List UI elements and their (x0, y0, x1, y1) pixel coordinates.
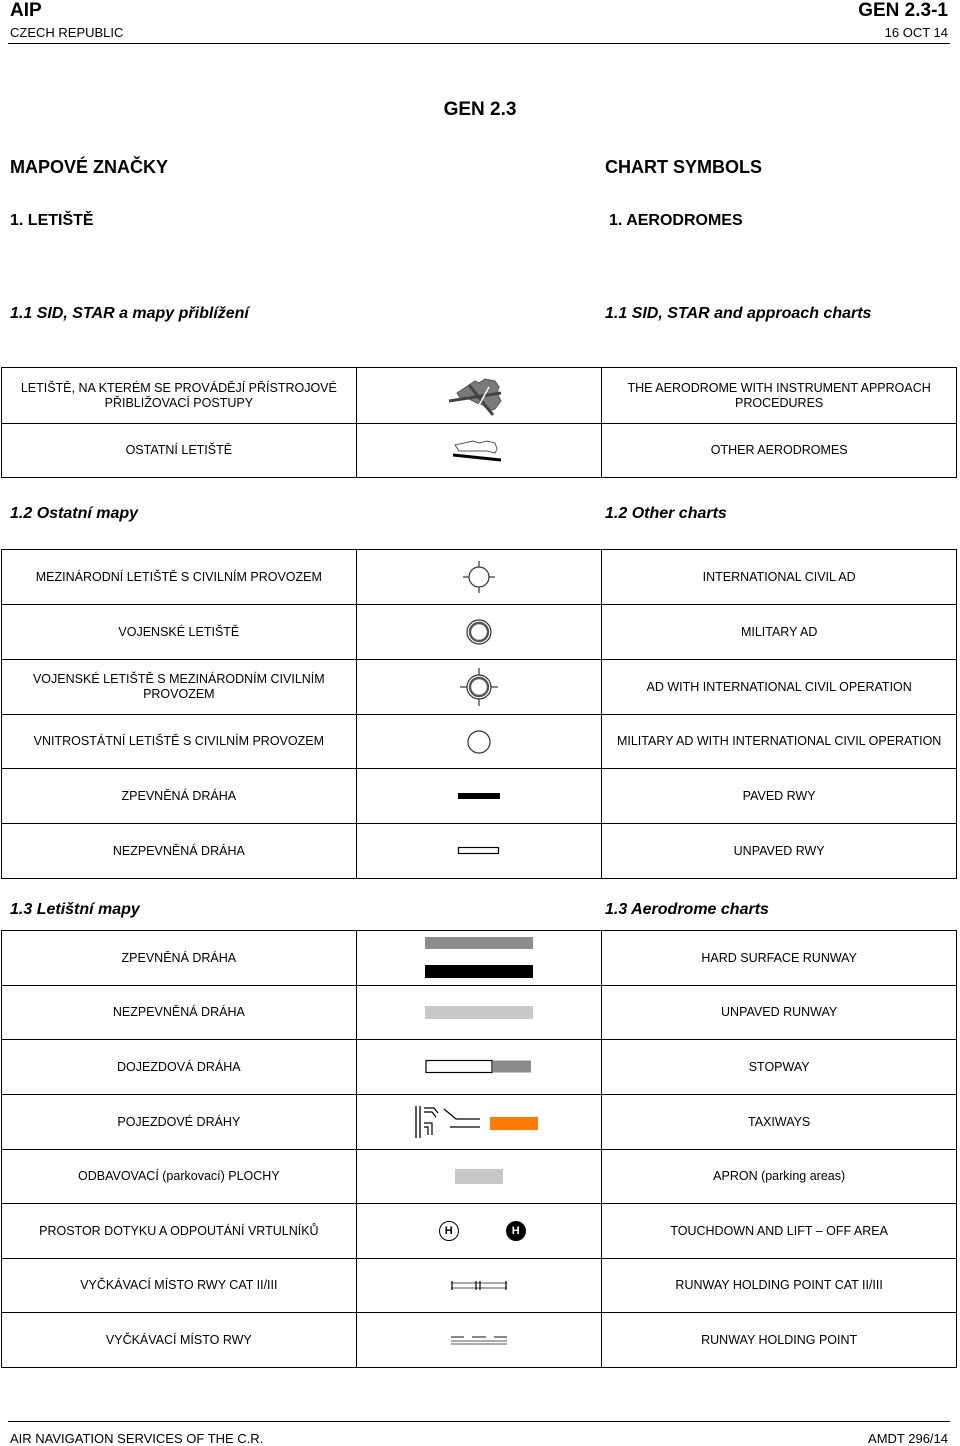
symbol-cell (356, 1259, 602, 1313)
table-1-2 (1, 549, 957, 879)
unpaved-runway-icon (423, 1005, 535, 1021)
header-country: CZECH REPUBLIC (10, 25, 124, 40)
table-row (2, 769, 957, 824)
row-label-cz: ZPEVNĚNÁ DRÁHA (2, 769, 357, 824)
symbol-cell (356, 824, 602, 879)
row-label-cz: VOJENSKÉ LETIŠTĚ (2, 605, 357, 660)
symbol-cell (356, 1095, 602, 1150)
table-row (2, 1259, 957, 1313)
header-right-title: GEN 2.3-1 (858, 0, 948, 21)
table-row (2, 368, 957, 424)
symbol-cell (356, 605, 602, 660)
header-rule (8, 43, 950, 44)
table-1-3 (1, 930, 957, 1368)
row-label-cz: DOJEZDOVÁ DRÁHA (2, 1040, 357, 1095)
table-row (2, 660, 957, 715)
paved-rwy-icon (457, 790, 501, 802)
table-row (2, 424, 957, 478)
row-label-cz: OSTATNÍ LETIŠTĚ (2, 424, 357, 478)
header-date: 16 OCT 14 (884, 25, 948, 40)
symbol-cell (356, 1150, 602, 1204)
row-label-en: MILITARY AD WITH INTERNATIONAL CIVIL OPERATION (602, 715, 957, 769)
page-title: GEN 2.3 (443, 99, 517, 120)
holding-point-cat2-icon (450, 1280, 508, 1292)
subsection-title-cz: 1. LETIŠTĚ (10, 212, 94, 229)
row-label-en: APRON (parking areas) (602, 1150, 957, 1204)
heading-1-1-en: 1.1 SID, STAR and approach charts (605, 305, 872, 322)
row-label-en: INTERNATIONAL CIVIL AD (602, 550, 957, 605)
subsection-title-en: 1. AERODROMES (609, 212, 743, 229)
symbol-cell (356, 769, 602, 824)
symbol-cell (356, 660, 602, 715)
table-row (2, 1150, 957, 1204)
row-label-en: HARD SURFACE RUNWAY (602, 931, 957, 986)
table-row (2, 605, 957, 660)
heading-1-1-cz: 1.1 SID, STAR a mapy přiblížení (10, 305, 249, 322)
table-row (2, 1040, 957, 1095)
military-ad-icon (462, 615, 496, 649)
heading-1-2-cz: 1.2 Ostatní mapy (10, 505, 139, 522)
table-row (2, 986, 957, 1040)
symbol-cell (356, 1040, 602, 1095)
heading-1-3-cz: 1.3 Letištní mapy (10, 901, 140, 918)
international-civil-ad-icon (459, 560, 499, 594)
row-label-en: TAXIWAYS (602, 1095, 957, 1150)
helipad-outline-letter: H (444, 1225, 453, 1237)
row-label-en: AD WITH INTERNATIONAL CIVIL OPERATION (602, 660, 957, 715)
table-row (2, 1204, 957, 1259)
helipad-filled-icon (506, 1221, 526, 1241)
row-label-en: RUNWAY HOLDING POINT (602, 1313, 957, 1368)
footer-left: AIR NAVIGATION SERVICES OF THE C.R. (10, 1431, 264, 1446)
row-label-en: PAVED RWY (602, 769, 957, 824)
stopway-icon (424, 1059, 534, 1075)
row-label-cz: POJEZDOVÉ DRÁHY (2, 1095, 357, 1150)
section-title-en: CHART SYMBOLS (605, 157, 762, 177)
helipad-outline-icon (439, 1221, 459, 1241)
heading-1-2-en: 1.2 Other charts (605, 505, 727, 522)
table-row (2, 1313, 957, 1368)
row-label-cz: MEZINÁRODNÍ LETIŠTĚ S CIVILNÍM PROVOZEM (2, 550, 357, 605)
military-international-ad-icon (459, 667, 499, 707)
symbol-cell (356, 986, 602, 1040)
table-row (2, 550, 957, 605)
helipad-filled-letter: H (511, 1225, 520, 1237)
table-row (2, 715, 957, 769)
row-label-en: RUNWAY HOLDING POINT CAT II/III (602, 1259, 957, 1313)
row-label-en: OTHER AERODROMES (602, 424, 957, 478)
instrument-aerodrome-icon (439, 371, 519, 421)
row-label-cz: VYČKÁVACÍ MÍSTO RWY (2, 1313, 357, 1368)
row-label-en: UNPAVED RUNWAY (602, 986, 957, 1040)
header-left-title: AIP (10, 0, 42, 21)
symbol-cell (356, 931, 602, 986)
taxiways-icon (414, 1105, 544, 1139)
table-row (2, 1095, 957, 1150)
holding-point-icon (450, 1334, 508, 1346)
symbol-cell (356, 1204, 602, 1259)
symbol-cell (356, 550, 602, 605)
row-label-cz: VNITROSTÁTNÍ LETIŠTĚ S CIVILNÍM PROVOZEM (2, 715, 357, 769)
section-title-cz: MAPOVÉ ZNAČKY (10, 157, 169, 177)
row-label-cz: VOJENSKÉ LETIŠTĚ S MEZINÁRODNÍM CIVILNÍM PROVOZEM (2, 660, 357, 715)
symbol-cell (356, 1313, 602, 1368)
footer-rule (8, 1421, 950, 1422)
row-label-en: UNPAVED RWY (602, 824, 957, 879)
row-label-cz: PROSTOR DOTYKU A ODPOUTÁNÍ VRTULNÍKŮ (2, 1204, 357, 1259)
table-row (2, 931, 957, 986)
unpaved-rwy-icon (457, 845, 501, 857)
footer-right: AMDT 296/14 (868, 1431, 948, 1446)
symbol-cell (356, 368, 602, 424)
hard-surface-runway-icon (423, 935, 535, 981)
symbol-cell (356, 715, 602, 769)
domestic-civil-ad-icon (464, 727, 494, 757)
apron-icon (454, 1168, 504, 1186)
row-label-cz: ODBAVOVACÍ (parkovací) PLOCHY (2, 1150, 357, 1204)
row-label-cz: VYČKÁVACÍ MÍSTO RWY CAT II/III (2, 1259, 357, 1313)
other-aerodrome-icon (447, 437, 511, 465)
row-label-cz: ZPEVNĚNÁ DRÁHA (2, 931, 357, 986)
row-label-en: STOPWAY (602, 1040, 957, 1095)
row-label-cz: NEZPEVNĚNÁ DRÁHA (2, 824, 357, 879)
symbol-cell (356, 424, 602, 478)
heading-1-3-en: 1.3 Aerodrome charts (605, 901, 769, 918)
row-label-en: THE AERODROME WITH INSTRUMENT APPROACH PROCEDURES (602, 368, 957, 424)
row-label-cz: NEZPEVNĚNÁ DRÁHA (2, 986, 357, 1040)
table-1-1 (1, 367, 957, 478)
row-label-cz: LETIŠTĚ, NA KTERÉM SE PROVÁDĚJÍ PŘÍSTROJOVÉ PŘIBLIŽOVACÍ POSTUPY (2, 368, 357, 424)
table-row (2, 824, 957, 879)
row-label-en: TOUCHDOWN AND LIFT – OFF AREA (602, 1204, 957, 1259)
row-label-en: MILITARY AD (602, 605, 957, 660)
